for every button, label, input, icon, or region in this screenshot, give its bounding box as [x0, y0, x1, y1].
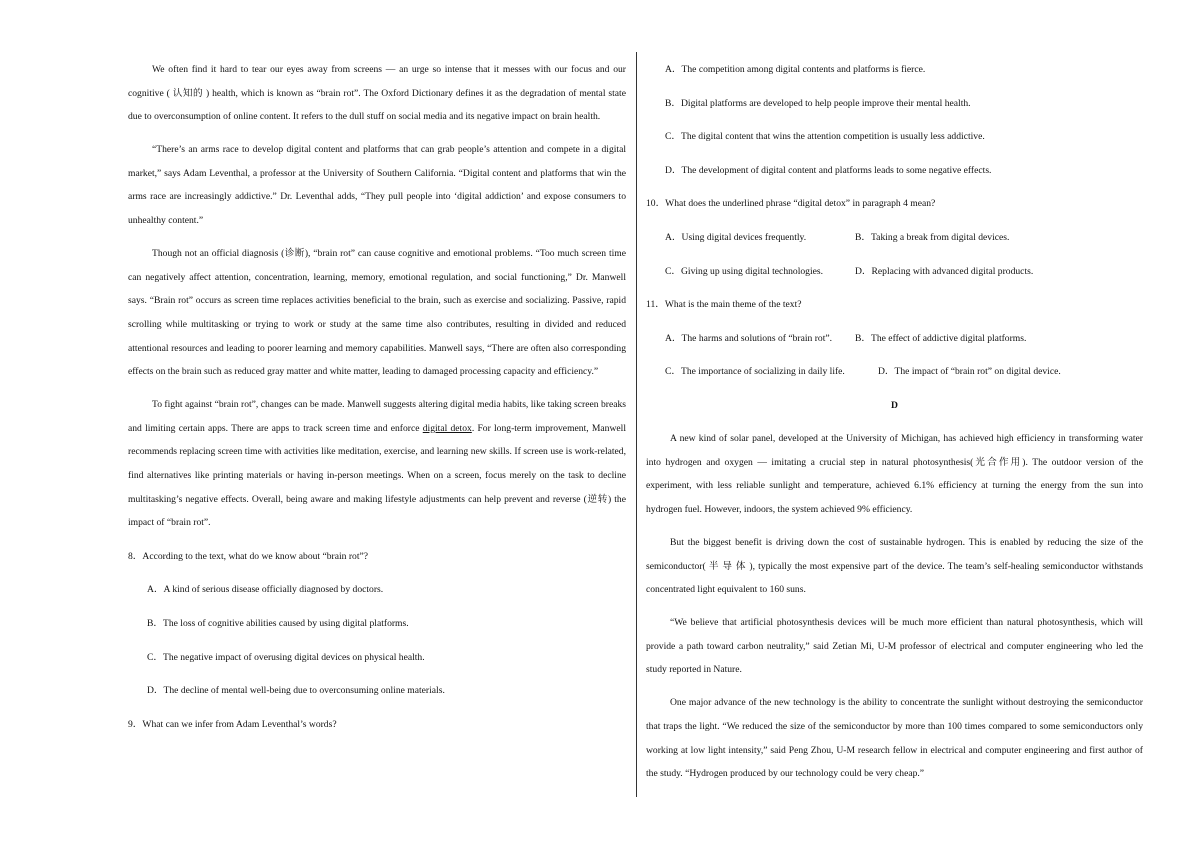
right-column — [646, 58, 1143, 786]
question-10-option-d[interactable]: D．Replacing with advanced digital products. — [855, 265, 1034, 277]
passage-c-paragraph-4 — [128, 393, 626, 535]
question-11-option-c[interactable]: C．The importance of socializing in daily life. — [665, 366, 845, 378]
question-9-stem: 9．What can we infer from Adam Leventhal’s words? — [128, 718, 337, 730]
question-9-option-d[interactable]: D．The development of digital content and platforms leads to some negative effects. — [665, 164, 992, 176]
question-10-options-row-2 — [646, 260, 1143, 284]
column-divider — [636, 52, 637, 797]
question-11-option-a[interactable]: A．The harms and solutions of “brain rot”. — [665, 332, 833, 344]
passage-d-paragraph-4: One major advance of the new technology is the ability to concentrate the sunlight without destroying the semiconductor that traps the light. “We reduced the size of the semiconductor by more than 100 times compared to some semiconductors only working at low light intensity,” said Peng Zhou, U-M research fellow in electrical and computer engineering and first author of the study. “Hydrogen produced by our technology could be very cheap.” — [646, 697, 1143, 780]
question-10-option-c[interactable]: C．Giving up using digital technologies. — [665, 265, 824, 277]
passage-d-paragraph-3: “We believe that artificial photosynthesis devices will be much more efficient than natural photosynthesis, which will provide a path toward carbon neutrality,” said Zetian Mi, U-M professor of electrical and computer engineering who led the study reported in Nature. — [646, 617, 1143, 676]
question-10-option-a[interactable]: A．Using digital devices frequently. — [665, 231, 807, 243]
passage-c-paragraph-2: “There’s an arms race to develop digital content and platforms that can grab people’s attention and compete in a digital market,” says Adam Leventhal, a professor at the University of Southern California. “Digital content and platforms that win the arms race are increasingly addictive.” Dr. Leventhal adds, “They pull people into ‘digital addiction’ and expose consumers to unhealthy content.” — [128, 144, 626, 227]
passage-c-paragraph-3: Though not an official diagnosis (诊断), “brain rot” can cause cognitive and emotional problems. “Too much screen time can negatively affect attention, concentration, learning, memory, emotional regulation, and social functioning,” Dr. Manwell says. “Brain rot” occurs as screen time replaces activities beneficial to the brain, such as exercise and socializing. Passive, rapid scrolling while multitasking or trying to work or study at the same time also contributes, resulting in divided and reduced attentional resources and leading to poorer learning and memory capabilities. Manwell says, “There are often also corresponding effects on the brain such as reduced gray matter and white matter, leading to damaged processing capacity and efficiency.” — [128, 248, 626, 378]
question-10-stem: 10．What does the underlined phrase “digital detox” in paragraph 4 mean? — [646, 198, 936, 210]
question-8-option-c[interactable]: C．The negative impact of overusing digital devices on physical health. — [147, 651, 425, 663]
question-9-option-c[interactable]: C．The digital content that wins the attention competition is usually less addictive. — [665, 131, 985, 143]
question-11-option-d[interactable]: D．The impact of “brain rot” on digital device. — [878, 366, 1061, 378]
underlined-phrase-digital-detox: digital detox — [422, 422, 472, 434]
question-10-option-b[interactable]: B．Taking a break from digital devices. — [855, 231, 1010, 243]
question-8-option-a[interactable]: A．A kind of serious disease officially diagnosed by doctors. — [147, 584, 384, 596]
question-8-option-b[interactable]: B．The loss of cognitive abilities caused by using digital platforms. — [147, 617, 409, 629]
question-11-options-row-2 — [646, 360, 1143, 384]
left-column — [128, 58, 626, 736]
question-10-options-row-1 — [646, 226, 1143, 250]
question-8-option-d[interactable]: D．The decline of mental well-being due to overconsuming online materials. — [147, 685, 445, 697]
question-9-option-b[interactable]: B．Digital platforms are developed to help people improve their mental health. — [665, 97, 971, 109]
section-d-heading: D — [891, 399, 898, 411]
paragraph-4-text-end: . For long-term improvement, Manwell recommends replacing screen time with activities like meditation, exercise, and learning new skills. If screen use is work-related, find alternatives like printing materials or having in-person meetings. When on a screen, focus merely on the task to decline multitasking’s negative effects. Overall, being aware and making lifestyle adjustments can help prevent and reverse (逆转) the impact of “brain rot”. — [128, 422, 626, 529]
question-11-option-b[interactable]: B．The effect of addictive digital platforms. — [855, 332, 1027, 344]
question-8-stem: 8．According to the text, what do we know about “brain rot”? — [128, 550, 369, 562]
passage-d-paragraph-1: A new kind of solar panel, developed at the University of Michigan, has achieved high efficiency in transforming water into hydrogen and oxygen — imitating a crucial step in natural photosynthesis(光合作用). The outdoor version of the experiment, with less reliable sunlight and temperature, achieved 6.1% efficiency at turning the energy from the sun into hydrogen fuel. However, indoors, the system achieved 9% efficiency. — [646, 433, 1143, 515]
paragraph-4-text-start: To fight against “brain rot”, changes can be made. Manwell suggests altering digital media habits, like taking screen breaks and limiting certain apps. There are apps to track screen time and enforce — [128, 399, 626, 434]
passage-d-paragraph-2: But the biggest benefit is driving down the cost of sustainable hydrogen. This is enabled by reducing the size of the semiconductor( 半 导 体 ), typically the most expensive part of the device. The team’s self-healing semiconductor withstands concentrated light equivalent to 160 suns. — [646, 536, 1143, 596]
question-11-stem: 11．What is the main theme of the text? — [646, 299, 802, 311]
question-9-option-a[interactable]: A．The competition among digital contents and platforms is fierce. — [665, 64, 926, 75]
passage-c-paragraph-1: We often find it hard to tear our eyes away from screens — an urge so intense that it messes with our focus and our cognitive ( 认知的 ) health, which is known as “brain rot”. The Oxford Dictionary defines it as the degradation of mental state due to overconsumption of online content. It refers to the dull stuff on social media and its negative impact on brain health. — [128, 64, 626, 123]
question-11-options-row-1 — [646, 327, 1143, 351]
